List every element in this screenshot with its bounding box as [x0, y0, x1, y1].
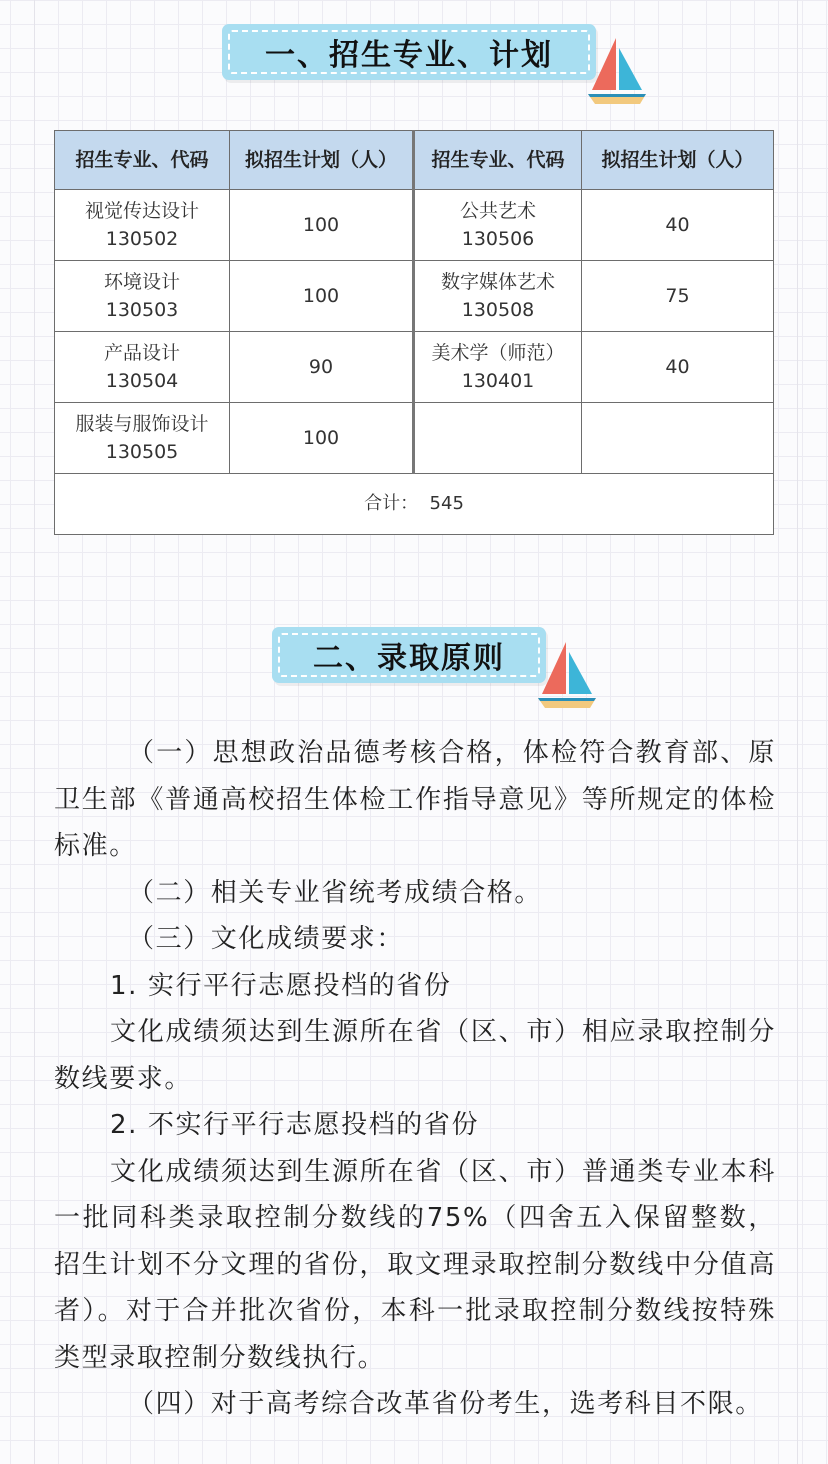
plan-cell: 40 [582, 190, 774, 261]
major-cell [55, 261, 230, 332]
section1-banner [222, 24, 596, 80]
major-name: 服装与服饰设计 [75, 413, 209, 435]
major-code: 130502 [105, 228, 179, 250]
sailboat-icon [536, 638, 598, 712]
major-name: 产品设计 [103, 342, 180, 364]
enrollment-plan-table [54, 130, 774, 535]
major-cell [414, 332, 582, 403]
principle-paragraph: 文化成绩须达到生源所在省（区、市）普通类专业本科一批同科类录取控制分数线的75%（四舍五入保留整数，招生计划不分文理的省份，取文理录取控制分数线中分值高者）。对于合并批次省份，本科一批录取控制分数线按特殊类型录取控制分数线执行。 [54, 1156, 776, 1373]
major-cell [55, 190, 230, 261]
section2-banner [272, 627, 546, 683]
table-row [55, 261, 774, 332]
plan-cell: 40 [582, 332, 774, 403]
major-cell [414, 261, 582, 332]
table-header-row [55, 131, 774, 190]
plan-cell: 100 [230, 403, 414, 474]
sailboat-icon [586, 34, 648, 108]
section2-title: 二、录取原则 [278, 633, 540, 677]
plan-cell: 75 [582, 261, 774, 332]
header-major-code: 招生专业、代码 [414, 131, 582, 190]
empty-cell [414, 403, 582, 474]
principle-paragraph: （三）文化成绩要求： [128, 924, 405, 954]
table-row [55, 403, 774, 474]
major-name: 视觉传达设计 [84, 200, 199, 222]
principle-paragraph: （二）相关专业省统考成绩合格。 [128, 877, 543, 908]
header-plan: 拟招生计划（人） [230, 131, 414, 190]
major-code: 130504 [105, 370, 179, 392]
empty-cell [582, 403, 774, 474]
major-code: 130508 [461, 299, 535, 321]
table-row [55, 190, 774, 261]
major-name: 公共艺术 [459, 200, 536, 222]
table-row [55, 332, 774, 403]
plan-cell: 100 [230, 261, 414, 332]
header-plan: 拟招生计划（人） [582, 131, 774, 190]
principle-paragraph: （四）对于高考综合改革省份考生，选考科目不限。 [128, 1389, 763, 1419]
principle-paragraph: （一）思想政治品德考核合格，体检符合教育部、原卫生部《普通高校招生体检工作指导意见》等所规定的体检标准。 [54, 738, 776, 861]
major-code: 130506 [461, 228, 535, 250]
total-label: 合计： [364, 493, 419, 514]
section1-title: 一、招生专业、计划 [228, 30, 590, 74]
major-name: 环境设计 [103, 271, 180, 293]
principle-subheading: 2. 不实行平行志愿投档的省份 [110, 1110, 480, 1140]
major-cell [55, 403, 230, 474]
principle-paragraph: 文化成绩须达到生源所在省（区、市）相应录取控制分数线要求。 [54, 1017, 776, 1094]
major-code: 130401 [461, 370, 535, 392]
major-cell [55, 332, 230, 403]
principle-subheading: 1. 实行平行志愿投档的省份 [110, 970, 452, 1001]
total-cell [55, 474, 774, 535]
major-cell [414, 190, 582, 261]
plan-cell: 100 [230, 190, 414, 261]
total-value: 545 [429, 493, 464, 514]
major-code: 130505 [105, 441, 179, 463]
admission-principles [54, 730, 776, 1428]
total-row [55, 474, 774, 535]
major-name: 数字媒体艺术 [440, 271, 555, 293]
header-major-code: 招生专业、代码 [55, 131, 230, 190]
major-name: 美术学（师范） [431, 342, 565, 364]
plan-cell: 90 [230, 332, 414, 403]
major-code: 130503 [105, 299, 179, 321]
